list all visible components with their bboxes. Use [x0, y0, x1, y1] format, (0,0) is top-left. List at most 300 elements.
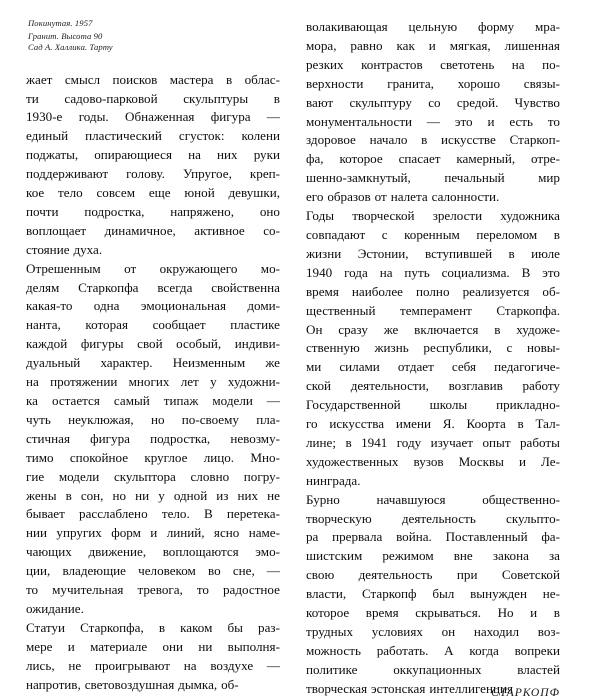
text-word: юной [184, 185, 215, 201]
text-word: Государственной [306, 397, 401, 413]
text-word: работу [522, 378, 560, 394]
text-word: республики, [423, 340, 492, 356]
text-word: сразу [338, 321, 368, 337]
text-line [306, 566, 560, 585]
text-word: Чувство [514, 94, 560, 110]
text-line [26, 543, 280, 562]
text-word: Годы [306, 208, 335, 224]
text-word: полно [416, 283, 450, 299]
text-word: нии [26, 525, 48, 541]
figure-caption [28, 18, 280, 54]
text-word: доми- [247, 298, 280, 314]
text-line [26, 297, 280, 316]
text-word: Советской [501, 567, 560, 583]
text-word: то [26, 582, 39, 598]
text-word: тело. [161, 506, 190, 522]
text-word: индиви- [234, 336, 280, 352]
text-line [26, 146, 280, 165]
text-line [26, 600, 280, 619]
text-word: раз- [258, 619, 280, 635]
text-word: Старкоп- [509, 132, 560, 148]
text-word: динамичное, [104, 222, 176, 238]
text-word: поисков [112, 71, 158, 87]
text-word: погру- [243, 468, 280, 484]
text-word: пла- [256, 411, 280, 427]
text-word: круглое [144, 449, 188, 465]
text-word: духа. [73, 241, 103, 257]
text-word: это [454, 113, 473, 129]
text-line [306, 283, 560, 302]
text-line [306, 169, 560, 188]
text-word: волакивающая [306, 19, 388, 34]
text-word: Поставленный [445, 529, 528, 545]
text-word: был [432, 586, 455, 602]
text-line [26, 411, 280, 430]
text-word: отре- [530, 151, 560, 167]
text-word: на [26, 374, 39, 390]
text-line [26, 581, 280, 600]
text-word: у [210, 374, 217, 390]
text-word: А [444, 642, 454, 658]
text-line [306, 37, 560, 56]
text-word: темперамент [400, 302, 472, 318]
text-word: 1930-е [26, 109, 63, 125]
text-word: мо- [260, 260, 280, 276]
text-word: поджаты, [26, 147, 79, 163]
text-word: напряжено, [170, 203, 235, 219]
text-word: в [508, 245, 515, 261]
text-word: Он [306, 321, 323, 337]
text-line [306, 453, 560, 472]
text-word: июле [531, 245, 560, 261]
text-line [306, 75, 560, 94]
text-word: мучительная [52, 582, 124, 598]
text-word: об- [221, 676, 239, 692]
text-line [26, 203, 280, 222]
text-line [306, 547, 560, 566]
text-word: у [158, 487, 165, 503]
text-word: печальный [444, 170, 505, 186]
text-word: типаж [163, 393, 199, 409]
text-word: В [521, 264, 531, 280]
text-word: форм [111, 525, 141, 541]
text-word: со [428, 94, 441, 110]
text-word: ка [26, 393, 38, 409]
text-word: ти [26, 90, 39, 106]
text-line [306, 434, 560, 453]
text-word: художе- [516, 321, 560, 337]
text-word: пластический [85, 128, 162, 144]
text-word: творческая [306, 680, 368, 696]
text-word: цельную [408, 19, 458, 34]
text-line [26, 316, 280, 335]
text-line [306, 94, 560, 113]
text-word: в [553, 226, 560, 242]
text-word: Старкопфа [78, 279, 139, 295]
text-word: проигрывают [94, 657, 170, 673]
text-word: но [150, 411, 165, 427]
right-column-body [306, 18, 560, 699]
text-word: Статуи [26, 619, 66, 635]
text-word: мере [26, 638, 53, 654]
text-word: скульптуры [183, 90, 249, 106]
text-line [306, 415, 560, 434]
text-word: налета [390, 189, 428, 205]
text-word: расслаблено [79, 506, 148, 522]
text-word: в [158, 619, 166, 635]
text-word: Отрешенным [26, 260, 101, 276]
text-word: и [530, 605, 538, 621]
text-word: салонности. [431, 189, 500, 205]
text-word: совпадают [306, 226, 366, 242]
text-word: самый [113, 393, 150, 409]
text-word: делям [26, 279, 60, 295]
text-line [306, 528, 560, 547]
text-word: модели [58, 468, 100, 484]
text-word: жизни [306, 245, 342, 261]
text-word: творческой [352, 208, 415, 224]
text-line [306, 226, 560, 245]
text-word: которая [85, 317, 128, 333]
text-word: режимом [382, 548, 434, 564]
text-word: школы [429, 397, 468, 413]
text-word: политике [306, 661, 358, 677]
text-word: камерный, [456, 151, 516, 167]
text-line [306, 321, 560, 340]
text-word: прервала [332, 529, 383, 545]
text-word: 1940 [306, 264, 333, 280]
text-word: здоровое [306, 132, 356, 148]
text-line [306, 264, 560, 283]
text-word: характер. [100, 355, 153, 371]
text-word: лись, [26, 657, 55, 673]
text-word: воплощаются [162, 544, 239, 560]
text-word: единый [26, 128, 69, 144]
text-word: реализуется [462, 283, 530, 299]
text-line [26, 165, 280, 184]
text-word: стояние [26, 241, 70, 257]
text-line [26, 430, 280, 449]
text-word: всегда [157, 279, 193, 295]
text-line [306, 491, 560, 510]
text-word: каком [180, 619, 213, 635]
text-word: от [374, 189, 387, 205]
text-word: находил [473, 624, 520, 639]
text-word: эстонская [371, 680, 426, 696]
text-word: бывает [26, 506, 65, 522]
text-line [306, 339, 560, 358]
text-word: резких [306, 56, 344, 72]
text-word: модели [212, 393, 253, 409]
text-word: возглавив [448, 378, 503, 394]
text-word: когда [469, 642, 499, 658]
text-word: Старкопфа. [496, 302, 560, 318]
text-word: вынужден [470, 586, 527, 602]
text-line [26, 184, 280, 203]
text-word: на [379, 264, 393, 280]
text-word: жает [26, 71, 53, 87]
text-word: время [306, 283, 339, 299]
text-word: Старкопф [361, 586, 417, 602]
text-word: ми [306, 359, 322, 375]
text-word: фа- [541, 529, 560, 545]
text-word: его [306, 189, 324, 205]
text-word: во [208, 563, 221, 579]
text-word: подростка, [150, 430, 211, 446]
text-word: педагогиче- [494, 359, 560, 375]
text-word: работать. [376, 642, 429, 658]
text-line [26, 676, 280, 695]
text-word: них [237, 487, 259, 503]
text-word: вузов [413, 453, 444, 469]
caption-material: Гранит. Высота 90 [28, 31, 103, 42]
text-word: деятельность [358, 567, 433, 583]
text-word: свою [306, 567, 335, 583]
text-word: В [203, 506, 213, 522]
text-word: ожидание. [26, 600, 84, 616]
text-word: шенно-замкнутый, [306, 170, 411, 186]
text-word: связы- [523, 75, 560, 91]
text-word: ственную [306, 340, 360, 356]
text-word: владеющие [62, 563, 126, 579]
text-word: фигура [210, 109, 251, 125]
text-word: дымка, [178, 676, 218, 692]
text-word: ни [135, 487, 150, 503]
text-word: Коорта [466, 416, 506, 432]
text-word: с [506, 340, 513, 356]
text-word: Москвы [458, 453, 504, 469]
text-word: выполня- [227, 638, 280, 654]
text-word: ции, [26, 563, 51, 579]
text-word: в [225, 71, 233, 87]
text-word: переломом [476, 226, 538, 242]
left-column [26, 18, 280, 695]
text-word: трудных [306, 624, 353, 639]
text-line [26, 468, 280, 487]
text-word: за [548, 548, 560, 564]
text-word: неуклюжая, [68, 411, 134, 427]
text-word: мора, [306, 37, 337, 53]
text-word: протяжении [50, 374, 118, 390]
text-word: них [217, 147, 238, 163]
text-word: не [267, 487, 280, 503]
text-word: колени [241, 128, 280, 144]
text-word: — [266, 657, 280, 673]
text-word: в [517, 416, 524, 432]
text-word: средой. [456, 94, 499, 110]
text-word: дуальный [26, 355, 81, 371]
text-word: девушки, [228, 185, 280, 201]
text-word: новы- [527, 340, 560, 356]
text-word: бы [227, 619, 243, 635]
text-word: общественно- [482, 491, 560, 507]
text-word: монументальности [306, 113, 413, 129]
text-word: деятельность [401, 510, 476, 526]
text-word: искусстве [441, 132, 496, 148]
text-word: чуть [26, 411, 51, 427]
text-line [26, 222, 280, 241]
text-word: смысл [64, 71, 101, 87]
text-line [306, 472, 560, 491]
text-word: вступившей [424, 245, 493, 261]
text-word: Упругое, [182, 166, 232, 182]
text-word: поддерживают [26, 166, 109, 182]
text-word: году [396, 434, 422, 450]
text-word: по-своему [181, 411, 239, 427]
text-word: — [266, 563, 280, 579]
text-word: отдает [397, 359, 434, 375]
text-line [26, 373, 280, 392]
text-word: шистским [306, 548, 363, 564]
text-word: и [518, 453, 526, 469]
text-word: скульпто- [506, 510, 560, 526]
text-line [26, 241, 280, 260]
text-word: из [216, 487, 229, 503]
text-word: то [547, 113, 560, 129]
text-word: движение, [88, 544, 147, 560]
text-word: жены [26, 487, 57, 503]
text-word: же [383, 321, 399, 337]
text-word: каждой [26, 336, 68, 352]
text-line [26, 638, 280, 657]
text-line [26, 562, 280, 581]
text-word: человеком [138, 563, 196, 579]
text-word: свойственна [211, 279, 280, 295]
text-word: он [441, 624, 456, 639]
text-word: лине; [306, 434, 336, 450]
text-word: по- [542, 56, 560, 72]
text-word: начавшуюся [376, 491, 446, 507]
text-word: материале [90, 638, 148, 654]
text-word: еще [148, 185, 171, 201]
text-word: то [196, 582, 209, 598]
text-line [26, 392, 280, 411]
text-word: включается [414, 321, 479, 337]
text-word: световоздушная [84, 676, 175, 692]
text-word: в [553, 605, 560, 621]
text-word: они [162, 638, 184, 654]
text-word: Мно- [250, 449, 280, 465]
text-word: наме- [248, 525, 280, 541]
text-word: Старкопфа, [80, 619, 144, 635]
text-word: воплощает [26, 222, 87, 238]
text-word: одна [93, 298, 120, 314]
text-word: не- [542, 586, 560, 602]
text-word: упругих [56, 525, 102, 541]
text-word: вопреки [514, 642, 560, 658]
text-line [306, 358, 560, 377]
text-word: остается [51, 393, 100, 409]
text-word: искусства [329, 416, 385, 432]
text-word: голову. [126, 166, 165, 182]
text-word: художни- [227, 374, 280, 390]
text-word: интеллигенция [429, 680, 514, 696]
text-word: активное [194, 222, 245, 238]
text-word: садово-парковой [64, 90, 158, 106]
text-word: мягкая, [449, 37, 491, 53]
text-word: спасает [398, 151, 441, 167]
text-word: ясно [213, 525, 240, 541]
text-word: при [456, 567, 478, 583]
text-word: скульптора [113, 468, 176, 484]
text-word: со- [263, 222, 280, 238]
text-word: Ле- [541, 453, 560, 469]
text-word: ской [306, 378, 332, 394]
text-line [26, 127, 280, 146]
text-word: свой [137, 336, 163, 352]
text-line [306, 302, 560, 321]
text-word: и [150, 525, 158, 541]
text-word: го [306, 416, 318, 432]
text-word: креп- [249, 166, 280, 182]
text-word: в [421, 132, 428, 148]
text-word: и [487, 113, 495, 129]
text-word: Бурно [306, 491, 340, 507]
text-word: равно [350, 37, 383, 53]
text-word: на [188, 147, 201, 163]
text-word: воздухе [210, 657, 254, 673]
text-line [306, 623, 560, 642]
text-word: в [345, 434, 352, 450]
text-word: оно [259, 203, 280, 219]
text-word: силами [339, 359, 380, 375]
text-word: нинграда. [306, 472, 361, 488]
text-line [306, 245, 560, 264]
left-column-body [26, 71, 280, 695]
text-word: Неизменным [172, 355, 246, 371]
text-word: социализма. [441, 264, 510, 280]
text-word: война. [396, 529, 432, 545]
text-word: 1941 [361, 434, 388, 450]
text-word: же [265, 355, 280, 371]
text-word: в [273, 90, 280, 106]
two-column-layout [26, 18, 576, 699]
text-word: чающих [26, 544, 72, 560]
text-word: образов [327, 189, 371, 205]
text-line [306, 113, 560, 132]
text-word: года [344, 264, 368, 280]
text-word: на [183, 657, 197, 673]
text-word: тревога, [137, 582, 183, 598]
text-word: напротив, [26, 676, 81, 692]
text-word: которое [339, 151, 383, 167]
text-word: путь [404, 264, 430, 280]
text-word: опирающиеся [94, 147, 173, 163]
text-word: в [65, 487, 72, 503]
text-word: гие [26, 468, 45, 484]
text-word: можность [306, 642, 361, 658]
text-word: перетека- [226, 506, 280, 522]
text-word: время [365, 605, 399, 621]
text-word: Я. [442, 416, 455, 432]
text-word: сон, [80, 487, 104, 503]
text-word: мир [538, 170, 560, 186]
text-word: эмоциональная [140, 298, 226, 314]
text-word: от [124, 260, 137, 276]
text-word: прикладно- [496, 397, 560, 413]
text-word: Но [497, 605, 514, 621]
text-line [306, 604, 560, 623]
text-word: светотень [440, 56, 495, 72]
text-word: ра [306, 529, 319, 545]
text-word: воз- [537, 624, 560, 639]
text-line [26, 487, 280, 506]
text-line [26, 657, 280, 676]
text-line [306, 188, 560, 207]
text-word: облас- [244, 71, 280, 87]
right-column [306, 18, 560, 699]
text-word: но [112, 487, 127, 503]
